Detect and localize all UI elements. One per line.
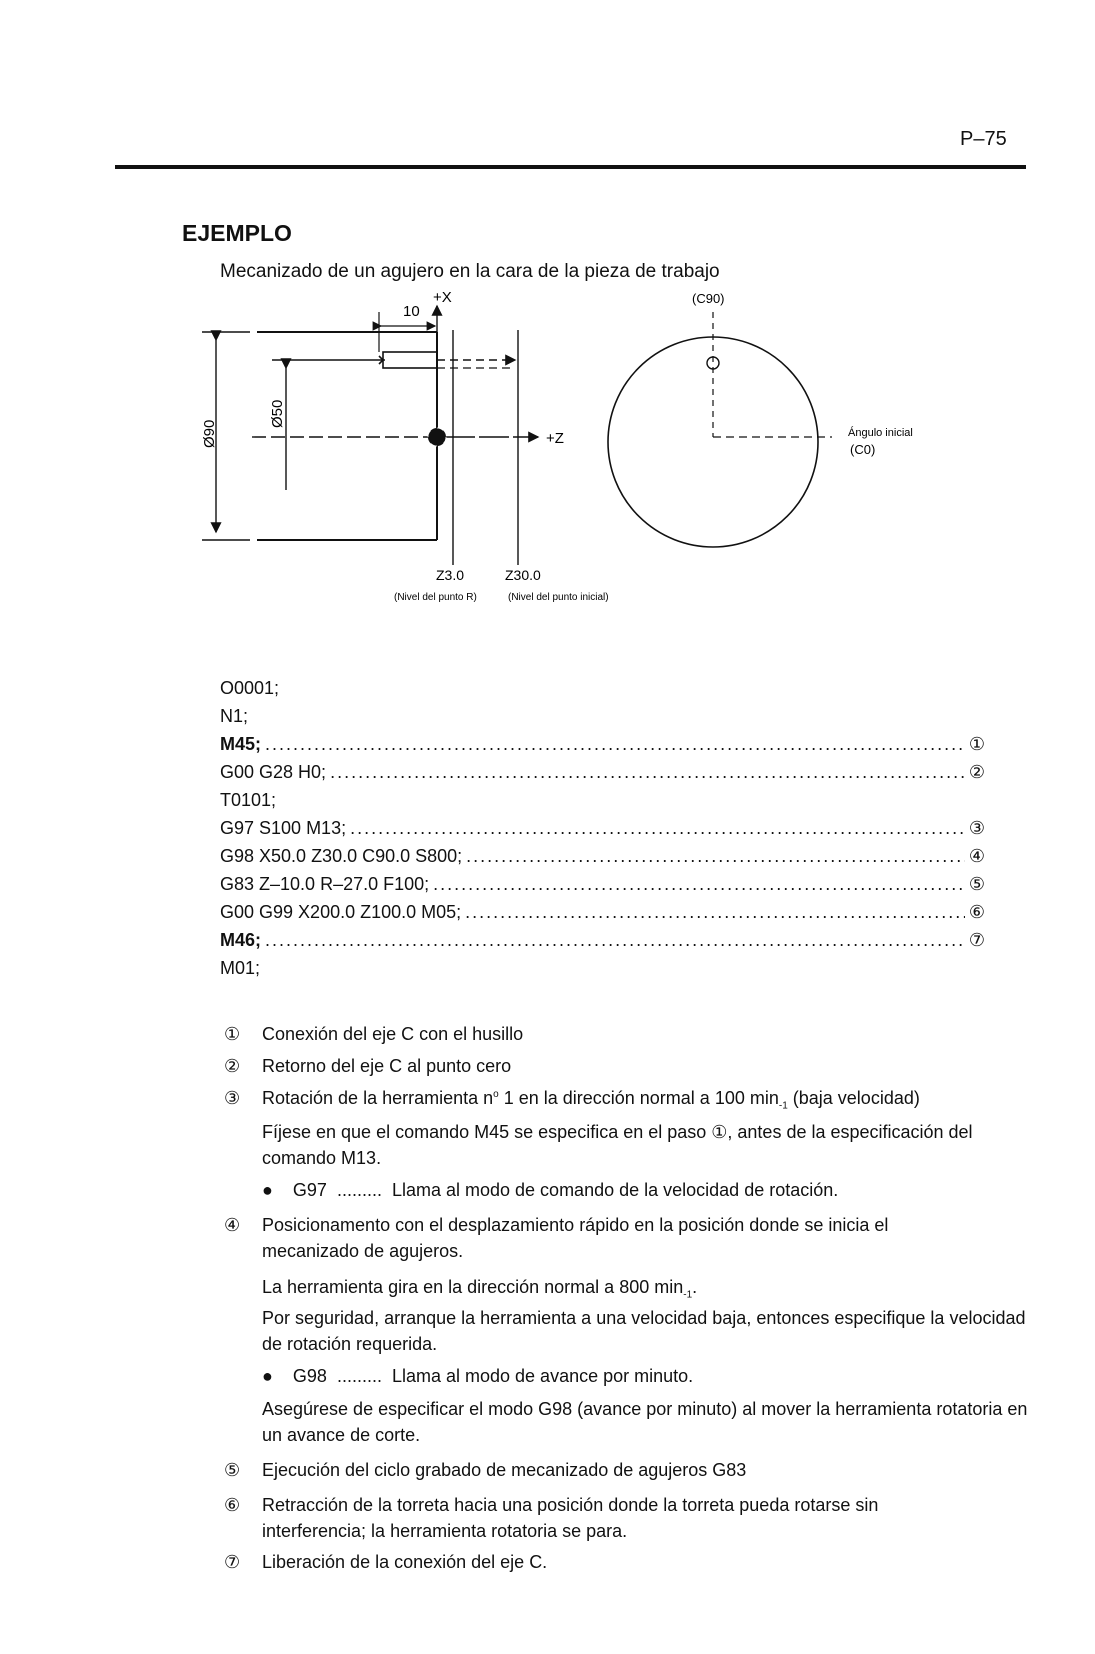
step-marker: ① [968, 734, 985, 754]
label-plus-z: +Z [546, 430, 564, 447]
label-d50: Ø50 [269, 399, 286, 428]
note-4-detail-2: Por seguridad, arranque la herramienta a una velocidad baja, entonces especifique la velocidad de rotación requerida. [262, 1308, 1026, 1354]
dimension-d50 [272, 360, 385, 490]
note-text: (baja velocidad) [787, 1088, 920, 1108]
machining-diagram [0, 285, 1095, 615]
leader-dots [350, 818, 965, 839]
note-1 [224, 1024, 523, 1045]
code-line [220, 930, 985, 951]
note-text: 1 en la dirección normal a 100 min [498, 1088, 779, 1108]
leader-dots [265, 734, 965, 755]
section-title: EJEMPLO [182, 220, 292, 246]
note-3 [224, 1088, 920, 1112]
leader-dots [465, 902, 965, 923]
code-line [220, 678, 985, 699]
code-text: G83 Z–10.0 R–27.0 F100; [220, 874, 430, 894]
label-z3: Z3.0 [436, 567, 465, 583]
note-4-detail-3: Asegúrese de especificar el modo G98 (avance por minuto) al mover la herramienta rotatoria en un avance de corte. [262, 1399, 1028, 1445]
note-text: Conexión del eje C con el husillo [262, 1024, 524, 1044]
unit-exponent: -1 [683, 1289, 693, 1301]
label-plus-x: +X [433, 289, 452, 306]
note-number: ⑦ [224, 1552, 241, 1572]
ordinal-sup: o [493, 1089, 499, 1100]
note-4-bullet [262, 1366, 693, 1387]
origin-mark [428, 428, 446, 446]
note-number: ③ [224, 1088, 241, 1108]
workpiece-outline [257, 332, 437, 540]
note-7 [224, 1552, 547, 1573]
note-5 [224, 1460, 746, 1481]
code-line [220, 902, 985, 923]
bullet-text: Llama al modo de avance por minuto. [391, 1366, 694, 1386]
step-marker: ⑥ [968, 902, 985, 922]
note-text: Retorno del eje C al punto cero [262, 1056, 512, 1076]
code-line [220, 958, 985, 979]
code-text: M01; [220, 958, 261, 978]
code-line [220, 706, 985, 727]
leader-dots [433, 874, 965, 895]
note-6 [224, 1492, 944, 1544]
note-3-bullet [262, 1180, 838, 1201]
label-10: 10 [403, 303, 420, 320]
bullet-dots: ......... [336, 1180, 382, 1200]
code-text: T0101; [220, 790, 277, 810]
leader-dots [330, 762, 965, 783]
bullet-dot: ● [262, 1366, 293, 1386]
note-number: ① [224, 1024, 241, 1044]
note-number: ④ [224, 1215, 241, 1235]
note-text: La herramienta gira en la dirección normal a 800 min [262, 1277, 684, 1297]
code-line [220, 762, 985, 783]
note-number: ② [224, 1056, 241, 1076]
note-text: . [692, 1277, 698, 1297]
note-4-detail-1 [262, 1274, 1032, 1309]
bullet-dot: ● [262, 1180, 293, 1200]
unit-exponent: -1 [778, 1100, 788, 1112]
code-text: M45; [220, 734, 262, 754]
code-text: N1; [220, 706, 249, 726]
label-c0: (C0) [850, 442, 876, 457]
code-text: G00 G99 X200.0 Z100.0 M05; [220, 902, 462, 922]
step-marker: ④ [968, 846, 985, 866]
header-rule [115, 165, 1026, 169]
step-marker: ⑤ [968, 874, 985, 894]
note-text: Rotación de la herramienta n [262, 1088, 494, 1108]
label-c90: (C90) [692, 291, 725, 306]
label-initial-angle: Ángulo inicial [848, 427, 913, 439]
step-marker: ⑦ [968, 930, 985, 950]
note-text: Liberación de la conexión del eje C. [262, 1552, 548, 1572]
note-text: Ejecución del ciclo grabado de mecanizado de agujeros G83 [262, 1460, 747, 1480]
bullet-dots: ......... [336, 1366, 382, 1386]
note-number: ⑥ [224, 1495, 241, 1515]
code-line [220, 734, 985, 755]
label-z30: Z30.0 [505, 567, 541, 583]
code-text: G98 X50.0 Z30.0 C90.0 S800; [220, 846, 463, 866]
tool [379, 352, 437, 368]
label-initial-level: (Nivel del punto inicial) [508, 592, 609, 603]
bullet-code: G97 [292, 1180, 327, 1200]
bullet-text: Llama al modo de comando de la velocidad de rotación. [391, 1180, 839, 1200]
code-line [220, 790, 985, 811]
note-4 [224, 1212, 1024, 1264]
step-marker: ② [968, 762, 985, 782]
note-number: ⑤ [224, 1460, 241, 1480]
bullet-code: G98 [292, 1366, 327, 1386]
code-text: M46; [220, 930, 262, 950]
step-marker: ③ [968, 818, 985, 838]
code-line [220, 818, 985, 839]
label-d90: Ø90 [201, 419, 218, 448]
note-text: Posicionamento con el desplazamiento rápido en la posición donde se inicia el mecanizado de agujeros. [262, 1215, 889, 1261]
leader-dots [265, 930, 965, 951]
code-line [220, 874, 985, 895]
label-r-level: (Nivel del punto R) [394, 592, 477, 603]
code-text: O0001; [220, 678, 280, 698]
page-number: P–75 [960, 128, 1007, 150]
note-3-detail: Fíjese en que el comando M45 se especifica en el paso ①, antes de la especificación del comando M13. [262, 1122, 973, 1168]
code-line [220, 846, 985, 867]
example-subtitle: Mecanizado de un agujero en la cara de la pieza de trabajo [220, 261, 720, 282]
note-2 [224, 1056, 511, 1077]
note-text: Retracción de la torreta hacia una posición donde la torreta pueda rotarse sin interferencia; la herramienta rotatoria se para. [262, 1495, 879, 1541]
code-text: G00 G28 H0; [220, 762, 327, 782]
code-text: G97 S100 M13; [220, 818, 347, 838]
leader-dots [466, 846, 965, 867]
